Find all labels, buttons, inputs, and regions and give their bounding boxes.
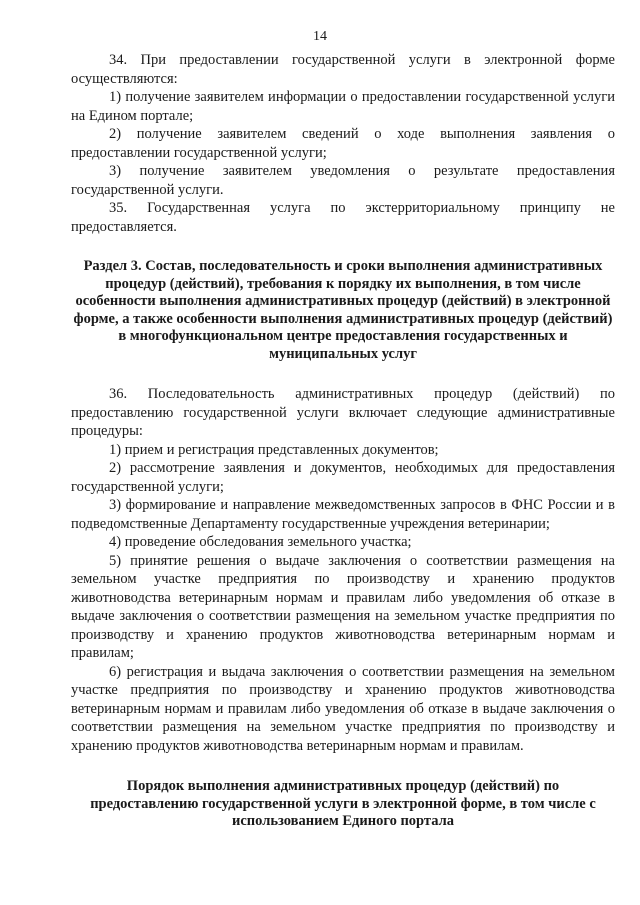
document-body xyxy=(71,51,615,831)
paragraph-36-item-3: 3) формирование и направление межведомственных запросов в ФНС России и в подведомственные Департаменту государственные учреждения ветеринарии; xyxy=(71,497,615,532)
paragraph-36-item-4: 4) проведение обследования земельного участка; xyxy=(109,534,412,550)
paragraph-36-item-5: 5) принятие решения о выдаче заключения о соответствии размещения на земельном участке предприятия по производству и хранению продуктов животноводства ветеринарным нормам и правилам либо уведомления об отказе в выдаче заключения о соответствии размещения на земельном участке предприятия по производству и хранению продуктов животноводства ветеринарным нормам и правилам; xyxy=(71,552,615,661)
paragraph-35: 35. Государственная услуга по экстерриториальному принципу не предоставляется. xyxy=(71,200,615,235)
page-number: 14 xyxy=(313,29,327,44)
section-3-title: Раздел 3. Состав, последовательность и сроки выполнения административных процедур (действий), требования к порядку их выполнения, в том числе особенности выполнения административных процедур (действий) в электронной форме, а также особенности выполнения административных процедур (действий) в многофункциональном центре предоставления государственных и муниципальных услуг xyxy=(73,258,613,362)
paragraph-34-item-1: 1) получение заявителем информации о предоставлении государственной услуги на Едином портале; xyxy=(71,89,615,124)
subsection-title: Порядок выполнения административных процедур (действий) по предоставлению государственной услуги в электронной форме, в том числе с использованием Единого портала xyxy=(90,778,596,829)
paragraph-36-item-1: 1) прием и регистрация представленных документов; xyxy=(109,441,439,458)
paragraph-36-item-2: 2) рассмотрение заявления и документов, необходимых для предоставления государственной услуги; xyxy=(71,460,615,495)
paragraph-34-intro: 34. При предоставлении государственной услуги в электронной форме осуществляются: xyxy=(71,52,615,87)
paragraph-34-item-2: 2) получение заявителем сведений о ходе выполнения заявления о предоставлении государственной услуги; xyxy=(71,126,615,161)
paragraph-36-item-6: 6) регистрация и выдача заключения о соответствии размещения на земельном участке предприятия по производству и хранению продуктов животноводства ветеринарным нормам и правилам либо уведомления об отказе в выдаче заключения о соответствии размещения на земельном участке предприятия по производству и хранению продуктов животноводства ветеринарным нормам и правилам. xyxy=(71,663,615,754)
paragraph-36-intro: 36. Последовательность административных процедур (действий) по предоставлению государственной услуги включает следующие административные процедуры: xyxy=(71,386,615,439)
paragraph-34-item-3: 3) получение заявителем уведомления о результате предоставления государственной услуги. xyxy=(71,163,615,198)
